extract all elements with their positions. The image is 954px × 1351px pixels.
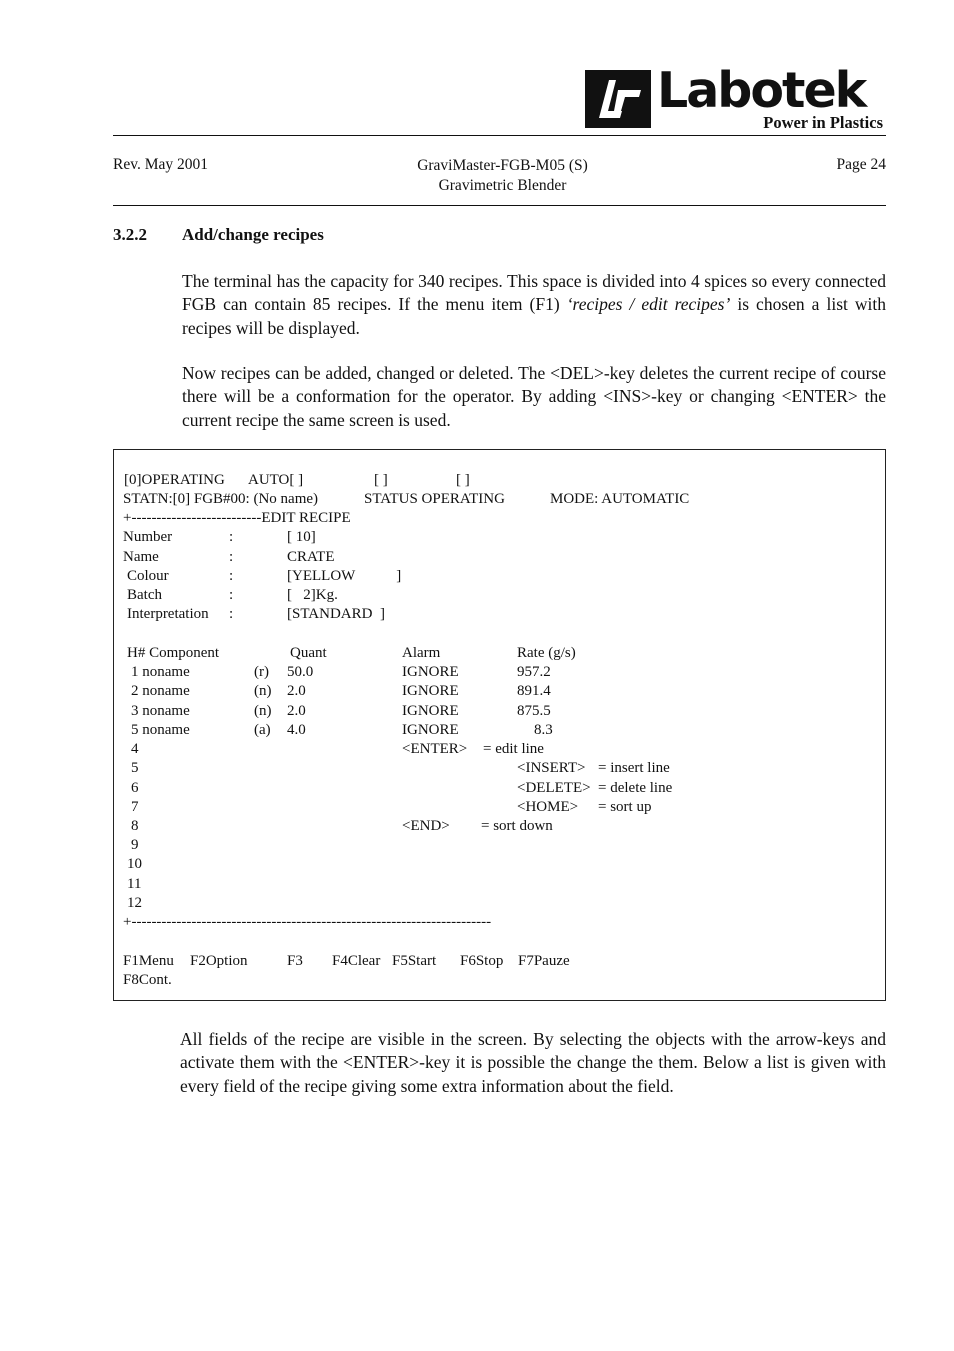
field-value-batch[interactable]: [ 2]Kg. <box>287 587 338 603</box>
key-insert: <INSERT> <box>517 760 586 776</box>
key-home-desc: = sort up <box>598 799 652 815</box>
empty-row-number[interactable]: 5 <box>131 760 139 776</box>
document-title: GraviMaster-FGB-M05 (S) <box>417 157 588 174</box>
empty-row-number[interactable]: 4 <box>131 741 139 757</box>
menu-path-italic: ‘recipes / edit recipes’ <box>566 294 731 315</box>
section-title: Add/change recipes <box>182 225 324 244</box>
f8-cont-key[interactable]: F8Cont. <box>123 972 172 988</box>
component-quant[interactable]: 4.0 <box>287 722 306 738</box>
colour-value: [YELLOW ] <box>287 568 402 584</box>
component-flag: (n) <box>254 703 272 719</box>
f2-option-key[interactable]: F2Option <box>190 953 248 969</box>
component-name[interactable]: 3 noname <box>131 703 190 719</box>
component-flag: (r) <box>254 664 269 680</box>
component-name[interactable]: 5 noname <box>131 722 190 738</box>
company-logo <box>585 62 885 132</box>
key-delete: <DELETE> <box>517 780 591 796</box>
f5-start-key[interactable]: F5Start <box>392 953 437 969</box>
section-number: 3.2.2 <box>113 225 147 244</box>
empty-row-number[interactable]: 7 <box>131 799 139 815</box>
field-sep: : <box>229 606 234 622</box>
labotek-logo-mark-icon <box>585 70 651 128</box>
header-top-rule <box>113 135 886 136</box>
logo-tagline: Power in Plastics <box>763 113 883 132</box>
key-enter: <ENTER> <box>402 741 468 757</box>
column-header-quant: Quant <box>290 645 327 661</box>
fields-paragraph: All fields of the recipe are visible in the screen. By selecting the objects with the arrow-keys and activate them with the <ENTER>-key it is possible the change the them. Below a list is given with every field of the recipe giving some extra information about the field. <box>180 1029 886 1096</box>
field-sep: : <box>229 568 234 584</box>
key-enter-desc: = edit line <box>483 741 544 757</box>
document-title-block <box>310 156 695 196</box>
key-delete-desc: = delete line <box>598 780 673 796</box>
component-alarm[interactable]: IGNORE <box>402 664 459 680</box>
component-quant[interactable]: 2.0 <box>287 683 306 699</box>
f3-key[interactable]: F3 <box>287 953 303 969</box>
logo-brand-name: Labotek <box>657 62 866 119</box>
empty-row-number[interactable]: 8 <box>131 818 139 834</box>
field-sep: : <box>229 549 234 565</box>
document-subtitle: Gravimetric Blender <box>438 177 567 194</box>
edit-recipe-header: +--------------------------EDIT RECIPE <box>123 510 351 526</box>
component-rate: 891.4 <box>517 683 551 699</box>
screen-bottom-rule: +------------------------------------------------------------------------ <box>123 914 492 930</box>
field-label-name: Name <box>123 549 159 565</box>
key-end-desc: = sort down <box>481 818 553 834</box>
component-name[interactable]: 1 noname <box>131 664 190 680</box>
revision-date: Rev. May 2001 <box>113 156 208 173</box>
field-value-number[interactable]: [ 10] <box>287 529 316 545</box>
key-home: <HOME> <box>517 799 579 815</box>
f6-stop-key[interactable]: F6Stop <box>460 953 504 969</box>
component-alarm[interactable]: IGNORE <box>402 722 459 738</box>
field-label-interpretation: Interpretation <box>127 606 209 622</box>
keys-paragraph: Now recipes can be added, changed or deleted. The <DEL>-key deletes the current recipe of course there will be a conformation for the operator. By adding <INS>-key or changing <ENTER> the current recipe the same screen is used. <box>182 363 886 430</box>
field-sep: : <box>229 587 234 603</box>
status-box-2: [ ] <box>456 472 470 488</box>
component-quant[interactable]: 50.0 <box>287 664 314 680</box>
empty-row-number[interactable]: 6 <box>131 780 139 796</box>
empty-row-number[interactable]: 11 <box>127 876 142 892</box>
field-value-colour[interactable] <box>287 567 401 585</box>
component-flag: (a) <box>254 722 271 738</box>
page-number: Page 24 <box>836 156 886 173</box>
header-bottom-rule <box>113 205 886 206</box>
intro-text-2: is chosen a list with recipes will be displayed. <box>182 294 887 338</box>
station-info: STATN:[0] FGB#00: (No name) <box>123 491 319 507</box>
column-header-rate: Rate (g/s) <box>517 645 576 661</box>
terminal-screen <box>113 449 886 1001</box>
component-rate: 875.5 <box>517 703 551 719</box>
empty-row-number[interactable]: 9 <box>131 837 139 853</box>
key-end: <END> <box>402 818 450 834</box>
station-status: STATUS OPERATING <box>364 491 505 507</box>
operating-indicator: [0]OPERATING <box>124 472 225 488</box>
f1-menu-key[interactable]: F1Menu <box>123 953 174 969</box>
field-label-colour: Colour <box>127 568 169 584</box>
f4-clear-key[interactable]: F4Clear <box>332 953 381 969</box>
empty-row-number[interactable]: 12 <box>127 895 142 911</box>
field-value-name[interactable]: CRATE <box>287 549 335 565</box>
field-value-interpretation[interactable]: [STANDARD ] <box>287 606 385 622</box>
component-quant[interactable]: 2.0 <box>287 703 306 719</box>
component-alarm[interactable]: IGNORE <box>402 683 459 699</box>
component-name[interactable]: 2 noname <box>131 683 190 699</box>
component-rate: 957.2 <box>517 664 551 680</box>
key-insert-desc: = insert line <box>598 760 670 776</box>
component-rate: 8.3 <box>534 722 553 738</box>
f7-pauze-key[interactable]: F7Pauze <box>518 953 570 969</box>
field-label-number: Number <box>123 529 173 545</box>
field-label-batch: Batch <box>127 587 162 603</box>
station-mode: MODE: AUTOMATIC <box>550 491 690 507</box>
status-box-1: [ ] <box>374 472 388 488</box>
column-header-alarm: Alarm <box>402 645 441 661</box>
intro-paragraph <box>182 270 886 340</box>
column-header-component: H# Component <box>127 645 220 661</box>
component-flag: (n) <box>254 683 272 699</box>
auto-indicator: AUTO[ ] <box>248 472 304 488</box>
empty-row-number[interactable]: 10 <box>127 856 142 872</box>
intro-text-1: The terminal has the capacity for 340 recipes. This space is divided into 4 spices so every connected FGB can contain 85 recipes. If the menu item (F1) <box>182 271 886 315</box>
field-sep: : <box>229 529 234 545</box>
component-alarm[interactable]: IGNORE <box>402 703 459 719</box>
